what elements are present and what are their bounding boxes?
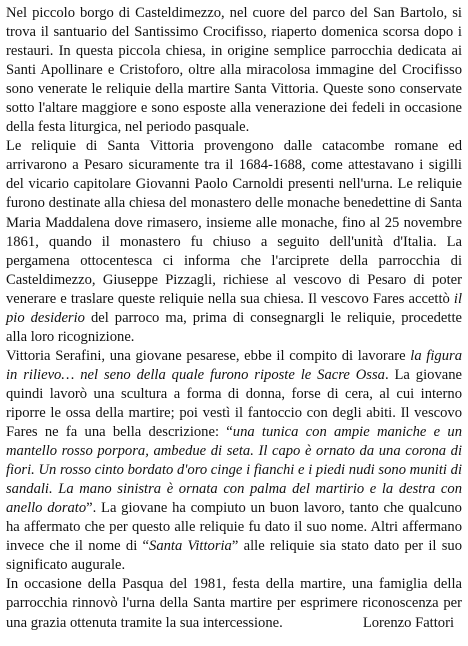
article-body (6, 4, 462, 633)
paragraph-relics-history (6, 137, 462, 347)
paragraph-text: Vittoria Serafini, una giovane pesarese, ebbe il compito di lavorare (6, 347, 411, 364)
author-signature: Lorenzo Fattori (362, 615, 454, 631)
paragraph-intro (6, 4, 462, 137)
italic-quote: Santa Vittoria (149, 538, 232, 555)
paragraph-text: . La giovane quindi lavorò una scultura a forma di donna, forse di cera, al cui interno riporre le ossa della martire; poi vestì il fantoccio con degli abiti. Il vescovo Fares ne fa una bella descrizione: “ (6, 366, 462, 441)
paragraph-text: ” alle reliquie sia stato dato per il suo significato augurale. (6, 538, 463, 574)
paragraph-text: Nel piccolo borgo di Casteldimezzo, nel cuore del parco del San Bartolo, si trova il santuario del Santissimo Crocifisso, riaperto domenica scorsa dopo i restauri. In questa piccola chiesa, in origine semplice parrocchia dedicata ai Santi Apollinare e Cristoforo, oltre alla miracolosa immagine del Crocifisso sono venerate le reliquie della martire Santa Vittoria. Queste sono conservate sotto l'altare maggiore e sono esposte alla venerazione dei fedeli in occasione della festa liturgica, nel periodo pasquale. (6, 5, 462, 136)
paragraph-text: ”. La giovane ha compiuto un buon lavoro, tanto che qualcuno ha affermato che per questo alle reliquie fu dato il suo nome. Altri affermano invece che il nome di “ (6, 500, 462, 555)
paragraph-text: Le reliquie di Santa Vittoria provengono dalle catacombe romane ed arrivarono a Pesaro sicuramente tra il 1684-1688, come attestavano i sigilli del vicario capitolare Giovanni Paolo Carnoldi presenti nell'urna. Le reliquie furono destinate alla chiesa del monastero delle monache benedettine di Santa Maria Maddalena dove rimasero, insieme alle monache, fino al 25 novembre 1861, quando il monastero fu chiuso a seguito dell'unità d'Italia. La pergamena ottocentesca ci informa che l'arciprete della parrocchia di Casteldimezzo, Giuseppe Pizzagli, richiese al vescovo di Pesaro di poter venerare e traslare queste reliquie nella sua chiesa. Il vescovo Fares accettò (6, 138, 462, 307)
italic-quote: il pio desiderio (6, 290, 462, 326)
italic-quote: la figura in rilievo… nel seno della quale furono riposte le Sacre Ossa (6, 347, 462, 383)
paragraph-text: In occasione della Pasqua del 1981, festa della martire, una famiglia della parrocchia rinnovò l'urna della Santa martire per esprimere riconoscenza per una grazia ottenuta tramite la sua intercessione. (6, 576, 462, 631)
paragraph-text: del parroco ma, prima di consegnargli le reliquie, procedette alla loro ricognizione. (6, 309, 462, 345)
italic-quote: una tunica con ampie maniche e un mantello rosso porpora, ambedue di seta. Il capo è ornato da una corona di fiori. Un rosso cinto bordato d'oro cinge i fianchi e i piedi nudi sono muniti di sandali. La mano sinistra è ornata con palma del martirio e la destra con anello dorato (6, 424, 462, 517)
paragraph-statue (6, 347, 462, 576)
